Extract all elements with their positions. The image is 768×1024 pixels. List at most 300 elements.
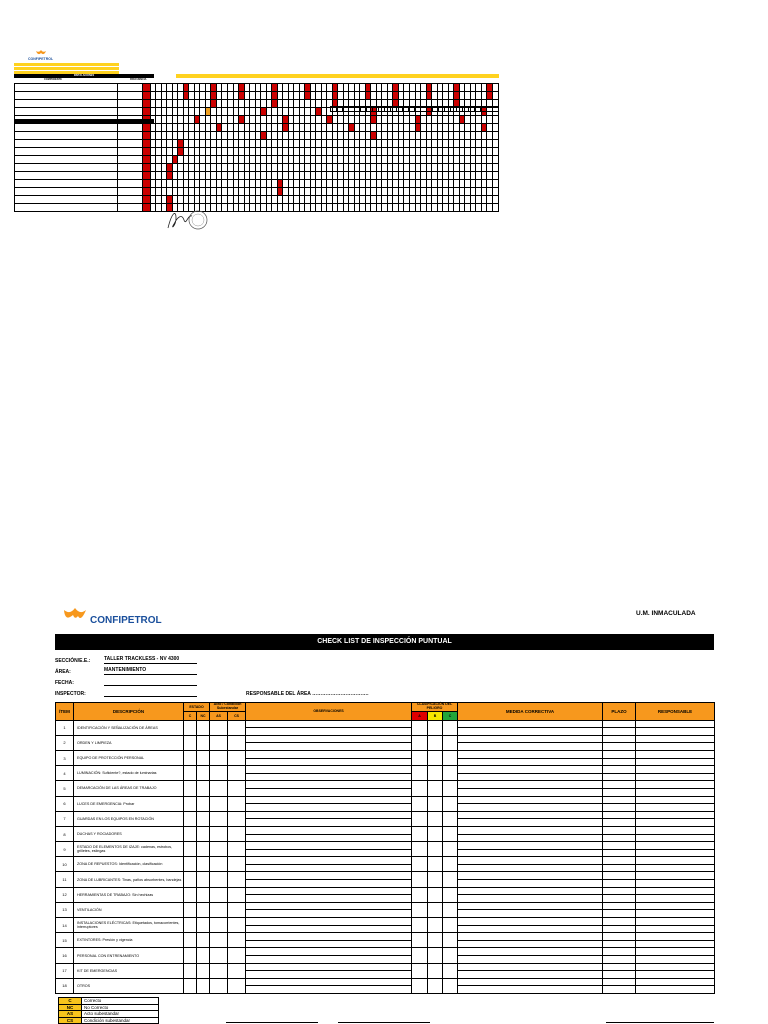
plazo-cell[interactable] bbox=[603, 986, 636, 994]
plazo-cell[interactable] bbox=[603, 750, 636, 758]
observaciones-cell[interactable] bbox=[246, 940, 412, 948]
medida-cell[interactable] bbox=[458, 834, 603, 842]
medida-cell[interactable] bbox=[458, 766, 603, 774]
responsable-cell[interactable] bbox=[636, 842, 715, 850]
plazo-cell[interactable] bbox=[603, 804, 636, 812]
check-nc[interactable] bbox=[197, 720, 210, 735]
responsable-cell[interactable] bbox=[636, 796, 715, 804]
responsable-cell[interactable] bbox=[636, 971, 715, 979]
hazard-c-cell[interactable] bbox=[443, 978, 458, 993]
check-nc[interactable] bbox=[197, 857, 210, 872]
responsable-cell[interactable] bbox=[636, 834, 715, 842]
responsable-cell[interactable] bbox=[636, 826, 715, 834]
check-cs[interactable] bbox=[228, 750, 246, 765]
observaciones-cell[interactable] bbox=[246, 872, 412, 880]
medida-cell[interactable] bbox=[458, 918, 603, 926]
check-cs[interactable] bbox=[228, 887, 246, 902]
hazard-a-cell[interactable] bbox=[412, 766, 428, 781]
check-as[interactable] bbox=[210, 887, 228, 902]
check-c[interactable] bbox=[184, 796, 197, 811]
medida-cell[interactable] bbox=[458, 804, 603, 812]
hazard-c-cell[interactable] bbox=[443, 735, 458, 750]
hazard-c-cell[interactable] bbox=[443, 948, 458, 963]
responsable-cell[interactable] bbox=[636, 819, 715, 827]
responsable-cell[interactable] bbox=[636, 743, 715, 751]
responsable-cell[interactable] bbox=[636, 978, 715, 986]
check-cs[interactable] bbox=[228, 857, 246, 872]
medida-cell[interactable] bbox=[458, 773, 603, 781]
observaciones-cell[interactable] bbox=[246, 978, 412, 986]
medida-cell[interactable] bbox=[458, 895, 603, 903]
inspector-field[interactable] bbox=[104, 689, 197, 697]
medida-cell[interactable] bbox=[458, 743, 603, 751]
medida-cell[interactable] bbox=[458, 826, 603, 834]
medida-cell[interactable] bbox=[458, 819, 603, 827]
medida-cell[interactable] bbox=[458, 750, 603, 758]
mini-schedule-cell[interactable] bbox=[492, 204, 498, 212]
hazard-a-cell[interactable] bbox=[412, 872, 428, 887]
check-as[interactable] bbox=[210, 963, 228, 978]
hazard-a-cell[interactable] bbox=[412, 781, 428, 796]
plazo-cell[interactable] bbox=[603, 925, 636, 933]
check-cs[interactable] bbox=[228, 766, 246, 781]
group2-row bbox=[15, 148, 499, 156]
medida-cell[interactable] bbox=[458, 796, 603, 804]
plazo-cell[interactable] bbox=[603, 857, 636, 865]
plazo-cell[interactable] bbox=[603, 978, 636, 986]
check-as[interactable] bbox=[210, 720, 228, 735]
check-cs[interactable] bbox=[228, 872, 246, 887]
observaciones-cell[interactable] bbox=[246, 895, 412, 903]
medida-cell[interactable] bbox=[458, 948, 603, 956]
check-nc[interactable] bbox=[197, 826, 210, 841]
plazo-cell[interactable] bbox=[603, 940, 636, 948]
medida-cell[interactable] bbox=[458, 811, 603, 819]
check-cs[interactable] bbox=[228, 826, 246, 841]
item-number: 4 bbox=[56, 766, 74, 781]
plazo-cell[interactable] bbox=[603, 902, 636, 910]
check-as[interactable] bbox=[210, 978, 228, 993]
check-as[interactable] bbox=[210, 948, 228, 963]
mini-schedule-cell[interactable] bbox=[492, 84, 498, 92]
legend-row: NC No Correcto bbox=[59, 1004, 159, 1011]
check-as[interactable] bbox=[210, 872, 228, 887]
check-cs[interactable] bbox=[228, 978, 246, 993]
hazard-a-cell[interactable] bbox=[412, 902, 428, 917]
check-c[interactable] bbox=[184, 963, 197, 978]
check-cs[interactable] bbox=[228, 735, 246, 750]
check-nc[interactable] bbox=[197, 933, 210, 948]
plazo-cell[interactable] bbox=[603, 956, 636, 964]
check-cs[interactable] bbox=[228, 948, 246, 963]
check-nc[interactable] bbox=[197, 842, 210, 857]
medida-cell[interactable] bbox=[458, 788, 603, 796]
check-cs[interactable] bbox=[228, 902, 246, 917]
check-as[interactable] bbox=[210, 857, 228, 872]
check-as[interactable] bbox=[210, 918, 228, 933]
medida-cell[interactable] bbox=[458, 925, 603, 933]
hazard-a-cell[interactable] bbox=[412, 963, 428, 978]
medida-cell[interactable] bbox=[458, 857, 603, 865]
observaciones-cell[interactable] bbox=[246, 910, 412, 918]
observaciones-cell[interactable] bbox=[246, 857, 412, 865]
check-nc[interactable] bbox=[197, 781, 210, 796]
medida-cell[interactable] bbox=[458, 880, 603, 888]
responsable-cell[interactable] bbox=[636, 849, 715, 857]
observaciones-cell[interactable] bbox=[246, 826, 412, 834]
check-as[interactable] bbox=[210, 750, 228, 765]
observaciones-cell[interactable] bbox=[246, 925, 412, 933]
check-as[interactable] bbox=[210, 735, 228, 750]
observaciones-cell[interactable] bbox=[246, 804, 412, 812]
medida-cell[interactable] bbox=[458, 781, 603, 789]
plazo-cell[interactable] bbox=[603, 826, 636, 834]
check-c[interactable] bbox=[184, 902, 197, 917]
observaciones-cell[interactable] bbox=[246, 948, 412, 956]
hazard-c-cell[interactable] bbox=[443, 963, 458, 978]
observaciones-cell[interactable] bbox=[246, 720, 412, 728]
observaciones-cell[interactable] bbox=[246, 849, 412, 857]
observaciones-cell[interactable] bbox=[246, 864, 412, 872]
hazard-a-cell[interactable] bbox=[412, 933, 428, 948]
item-description: EXTINTORES: Presión y vigencia bbox=[74, 933, 184, 948]
hazard-c-cell[interactable] bbox=[443, 826, 458, 841]
mini-schedule-cell[interactable] bbox=[492, 156, 498, 164]
hazard-b-cell[interactable] bbox=[428, 887, 443, 902]
hazard-c-cell[interactable] bbox=[443, 857, 458, 872]
observaciones-cell[interactable] bbox=[246, 918, 412, 926]
responsable-cell[interactable] bbox=[636, 963, 715, 971]
hazard-c-cell[interactable] bbox=[443, 902, 458, 917]
responsable-cell[interactable] bbox=[636, 895, 715, 903]
observaciones-cell[interactable] bbox=[246, 735, 412, 743]
hazard-b-cell[interactable] bbox=[428, 826, 443, 841]
hazard-c-cell[interactable] bbox=[443, 750, 458, 765]
check-as[interactable] bbox=[210, 796, 228, 811]
responsable-cell[interactable] bbox=[636, 940, 715, 948]
checklist-row bbox=[56, 842, 715, 850]
hazard-a-cell[interactable] bbox=[412, 750, 428, 765]
mini-schedule-cell[interactable] bbox=[492, 188, 498, 196]
responsable-cell[interactable] bbox=[636, 933, 715, 941]
responsable-cell[interactable] bbox=[636, 720, 715, 728]
observaciones-cell[interactable] bbox=[246, 788, 412, 796]
plazo-cell[interactable] bbox=[603, 971, 636, 979]
observaciones-cell[interactable] bbox=[246, 728, 412, 736]
medida-cell[interactable] bbox=[458, 963, 603, 971]
check-c[interactable] bbox=[184, 826, 197, 841]
check-cs[interactable] bbox=[228, 842, 246, 857]
responsable-cell[interactable] bbox=[636, 880, 715, 888]
plazo-cell[interactable] bbox=[603, 758, 636, 766]
plazo-cell[interactable] bbox=[603, 766, 636, 774]
check-c[interactable] bbox=[184, 811, 197, 826]
medida-cell[interactable] bbox=[458, 864, 603, 872]
medida-cell[interactable] bbox=[458, 978, 603, 986]
checklist-row bbox=[56, 735, 715, 743]
check-c[interactable] bbox=[184, 872, 197, 887]
hazard-b-cell[interactable] bbox=[428, 750, 443, 765]
plazo-cell[interactable] bbox=[603, 880, 636, 888]
hazard-b-cell[interactable] bbox=[428, 963, 443, 978]
hazard-c-cell[interactable] bbox=[443, 766, 458, 781]
mini-schedule-cell[interactable] bbox=[492, 140, 498, 148]
observaciones-cell[interactable] bbox=[246, 834, 412, 842]
check-c[interactable] bbox=[184, 750, 197, 765]
responsable-cell[interactable] bbox=[636, 781, 715, 789]
hazard-b-cell[interactable] bbox=[428, 720, 443, 735]
observaciones-cell[interactable] bbox=[246, 956, 412, 964]
plazo-cell[interactable] bbox=[603, 796, 636, 804]
check-cs[interactable] bbox=[228, 811, 246, 826]
medida-cell[interactable] bbox=[458, 986, 603, 994]
mini-schedule-cell[interactable] bbox=[492, 124, 498, 132]
medida-cell[interactable] bbox=[458, 910, 603, 918]
observaciones-cell[interactable] bbox=[246, 842, 412, 850]
check-nc[interactable] bbox=[197, 978, 210, 993]
mini-row-label bbox=[15, 92, 118, 100]
medida-cell[interactable] bbox=[458, 902, 603, 910]
check-nc[interactable] bbox=[197, 750, 210, 765]
responsable-cell[interactable] bbox=[636, 925, 715, 933]
medida-cell[interactable] bbox=[458, 872, 603, 880]
hazard-c-cell[interactable] bbox=[443, 796, 458, 811]
hazard-b-cell[interactable] bbox=[428, 857, 443, 872]
check-nc[interactable] bbox=[197, 872, 210, 887]
plazo-cell[interactable] bbox=[603, 781, 636, 789]
hazard-b-cell[interactable] bbox=[428, 842, 443, 857]
plazo-cell[interactable] bbox=[603, 834, 636, 842]
mini-schedule-cell[interactable] bbox=[492, 148, 498, 156]
hazard-a-cell[interactable] bbox=[412, 826, 428, 841]
responsable-cell[interactable] bbox=[636, 804, 715, 812]
check-c[interactable] bbox=[184, 918, 197, 933]
medida-cell[interactable] bbox=[458, 971, 603, 979]
plazo-cell[interactable] bbox=[603, 728, 636, 736]
hazard-a-cell[interactable] bbox=[412, 887, 428, 902]
plazo-cell[interactable] bbox=[603, 811, 636, 819]
hazard-b-cell[interactable] bbox=[428, 811, 443, 826]
hazard-b-cell[interactable] bbox=[428, 978, 443, 993]
check-as[interactable] bbox=[210, 902, 228, 917]
observaciones-cell[interactable] bbox=[246, 986, 412, 994]
responsable-cell[interactable] bbox=[636, 728, 715, 736]
responsable-cell[interactable] bbox=[636, 758, 715, 766]
check-cs[interactable] bbox=[228, 963, 246, 978]
responsable-cell[interactable] bbox=[636, 811, 715, 819]
observaciones-cell[interactable] bbox=[246, 781, 412, 789]
hazard-b-cell[interactable] bbox=[428, 948, 443, 963]
hazard-c-cell[interactable] bbox=[443, 872, 458, 887]
checklist-row bbox=[56, 720, 715, 728]
plazo-cell[interactable] bbox=[603, 887, 636, 895]
check-cs[interactable] bbox=[228, 918, 246, 933]
medida-cell[interactable] bbox=[458, 956, 603, 964]
check-nc[interactable] bbox=[197, 948, 210, 963]
seccion-field[interactable]: TALLER TRACKLESS - NV 4300 bbox=[104, 656, 197, 664]
check-as[interactable] bbox=[210, 811, 228, 826]
medida-cell[interactable] bbox=[458, 933, 603, 941]
observaciones-cell[interactable] bbox=[246, 887, 412, 895]
check-as[interactable] bbox=[210, 766, 228, 781]
hazard-a-cell[interactable] bbox=[412, 811, 428, 826]
responsable-cell[interactable] bbox=[636, 948, 715, 956]
observaciones-cell[interactable] bbox=[246, 796, 412, 804]
plazo-cell[interactable] bbox=[603, 743, 636, 751]
observaciones-cell[interactable] bbox=[246, 963, 412, 971]
responsable-cell[interactable] bbox=[636, 956, 715, 964]
hazard-c-cell[interactable] bbox=[443, 933, 458, 948]
plazo-cell[interactable] bbox=[603, 948, 636, 956]
hazard-c-cell[interactable] bbox=[443, 887, 458, 902]
mini-row-indicator bbox=[142, 124, 150, 132]
check-cs[interactable] bbox=[228, 720, 246, 735]
observaciones-cell[interactable] bbox=[246, 819, 412, 827]
responsable-cell[interactable] bbox=[636, 986, 715, 994]
hazard-b-cell[interactable] bbox=[428, 933, 443, 948]
plazo-cell[interactable] bbox=[603, 963, 636, 971]
medida-cell[interactable] bbox=[458, 887, 603, 895]
plazo-cell[interactable] bbox=[603, 773, 636, 781]
check-c[interactable] bbox=[184, 735, 197, 750]
plazo-cell[interactable] bbox=[603, 819, 636, 827]
responsable-cell[interactable] bbox=[636, 872, 715, 880]
observaciones-cell[interactable] bbox=[246, 933, 412, 941]
hazard-a-cell[interactable] bbox=[412, 978, 428, 993]
check-nc[interactable] bbox=[197, 963, 210, 978]
responsable-cell[interactable] bbox=[636, 750, 715, 758]
medida-cell[interactable] bbox=[458, 758, 603, 766]
hazard-c-cell[interactable] bbox=[443, 918, 458, 933]
medida-cell[interactable] bbox=[458, 940, 603, 948]
responsable-cell[interactable] bbox=[636, 735, 715, 743]
check-c[interactable] bbox=[184, 887, 197, 902]
mini-row-frequency bbox=[117, 84, 142, 92]
check-c[interactable] bbox=[184, 766, 197, 781]
check-c[interactable] bbox=[184, 857, 197, 872]
check-nc[interactable] bbox=[197, 902, 210, 917]
responsable-cell[interactable] bbox=[636, 887, 715, 895]
mini-schedule-cell[interactable] bbox=[492, 132, 498, 140]
check-cs[interactable] bbox=[228, 933, 246, 948]
check-nc[interactable] bbox=[197, 735, 210, 750]
check-as[interactable] bbox=[210, 842, 228, 857]
responsable-cell[interactable] bbox=[636, 910, 715, 918]
medida-cell[interactable] bbox=[458, 849, 603, 857]
check-nc[interactable] bbox=[197, 766, 210, 781]
check-nc[interactable] bbox=[197, 796, 210, 811]
check-c[interactable] bbox=[184, 978, 197, 993]
responsable-cell[interactable] bbox=[636, 918, 715, 926]
plazo-cell[interactable] bbox=[603, 910, 636, 918]
hazard-a-cell[interactable] bbox=[412, 796, 428, 811]
hazard-a-cell[interactable] bbox=[412, 857, 428, 872]
responsable-cell[interactable] bbox=[636, 788, 715, 796]
hazard-b-cell[interactable] bbox=[428, 735, 443, 750]
observaciones-cell[interactable] bbox=[246, 750, 412, 758]
hazard-b-cell[interactable] bbox=[428, 781, 443, 796]
plazo-cell[interactable] bbox=[603, 864, 636, 872]
responsable-cell[interactable] bbox=[636, 902, 715, 910]
observaciones-cell[interactable] bbox=[246, 758, 412, 766]
area-field[interactable]: MANTENIMIENTO bbox=[104, 667, 197, 675]
observaciones-cell[interactable] bbox=[246, 880, 412, 888]
hazard-b-cell[interactable] bbox=[428, 872, 443, 887]
hazard-b-cell[interactable] bbox=[428, 796, 443, 811]
check-as[interactable] bbox=[210, 781, 228, 796]
check-cs[interactable] bbox=[228, 781, 246, 796]
mini-schedule-cell[interactable] bbox=[492, 164, 498, 172]
mini-schedule-cell[interactable] bbox=[492, 180, 498, 188]
hazard-b-cell[interactable] bbox=[428, 902, 443, 917]
mini-schedule-cell[interactable] bbox=[492, 196, 498, 204]
mini-row-indicator bbox=[142, 188, 150, 196]
hazard-c-cell[interactable] bbox=[443, 720, 458, 735]
plazo-cell[interactable] bbox=[603, 735, 636, 743]
observaciones-cell[interactable] bbox=[246, 743, 412, 751]
plazo-cell[interactable] bbox=[603, 842, 636, 850]
check-c[interactable] bbox=[184, 781, 197, 796]
hazard-a-cell[interactable] bbox=[412, 842, 428, 857]
check-c[interactable] bbox=[184, 842, 197, 857]
medida-cell[interactable] bbox=[458, 735, 603, 743]
responsable-cell[interactable] bbox=[636, 864, 715, 872]
check-c[interactable] bbox=[184, 948, 197, 963]
check-c[interactable] bbox=[184, 720, 197, 735]
responsable-cell[interactable] bbox=[636, 766, 715, 774]
item-description: ZONA DE REPUESTOS: Identificación, clasificación bbox=[74, 857, 184, 872]
hazard-c-cell[interactable] bbox=[443, 811, 458, 826]
observaciones-cell[interactable] bbox=[246, 902, 412, 910]
plazo-cell[interactable] bbox=[603, 788, 636, 796]
hazard-a-cell[interactable] bbox=[412, 735, 428, 750]
hazard-a-cell[interactable] bbox=[412, 948, 428, 963]
hazard-b-cell[interactable] bbox=[428, 918, 443, 933]
hazard-a-cell[interactable] bbox=[412, 720, 428, 735]
plazo-cell[interactable] bbox=[603, 918, 636, 926]
medida-cell[interactable] bbox=[458, 720, 603, 728]
observaciones-cell[interactable] bbox=[246, 766, 412, 774]
check-as[interactable] bbox=[210, 933, 228, 948]
hazard-b-cell[interactable] bbox=[428, 766, 443, 781]
plazo-cell[interactable] bbox=[603, 895, 636, 903]
medida-cell[interactable] bbox=[458, 842, 603, 850]
responsable-cell[interactable] bbox=[636, 773, 715, 781]
check-as[interactable] bbox=[210, 826, 228, 841]
hazard-c-cell[interactable] bbox=[443, 842, 458, 857]
observaciones-cell[interactable] bbox=[246, 773, 412, 781]
check-cs[interactable] bbox=[228, 796, 246, 811]
plazo-cell[interactable] bbox=[603, 933, 636, 941]
observaciones-cell[interactable] bbox=[246, 811, 412, 819]
observaciones-cell[interactable] bbox=[246, 971, 412, 979]
check-nc[interactable] bbox=[197, 811, 210, 826]
mini-schedule-cell[interactable] bbox=[492, 92, 498, 100]
check-nc[interactable] bbox=[197, 918, 210, 933]
plazo-cell[interactable] bbox=[603, 872, 636, 880]
plazo-cell[interactable] bbox=[603, 720, 636, 728]
fecha-field[interactable] bbox=[104, 678, 197, 686]
mini-extra-cell bbox=[493, 107, 499, 112]
responsable-cell[interactable] bbox=[636, 857, 715, 865]
hazard-a-cell[interactable] bbox=[412, 918, 428, 933]
mini-schedule-cell[interactable] bbox=[492, 172, 498, 180]
hazard-c-cell[interactable] bbox=[443, 781, 458, 796]
check-c[interactable] bbox=[184, 933, 197, 948]
check-nc[interactable] bbox=[197, 887, 210, 902]
medida-cell[interactable] bbox=[458, 728, 603, 736]
plazo-cell[interactable] bbox=[603, 849, 636, 857]
